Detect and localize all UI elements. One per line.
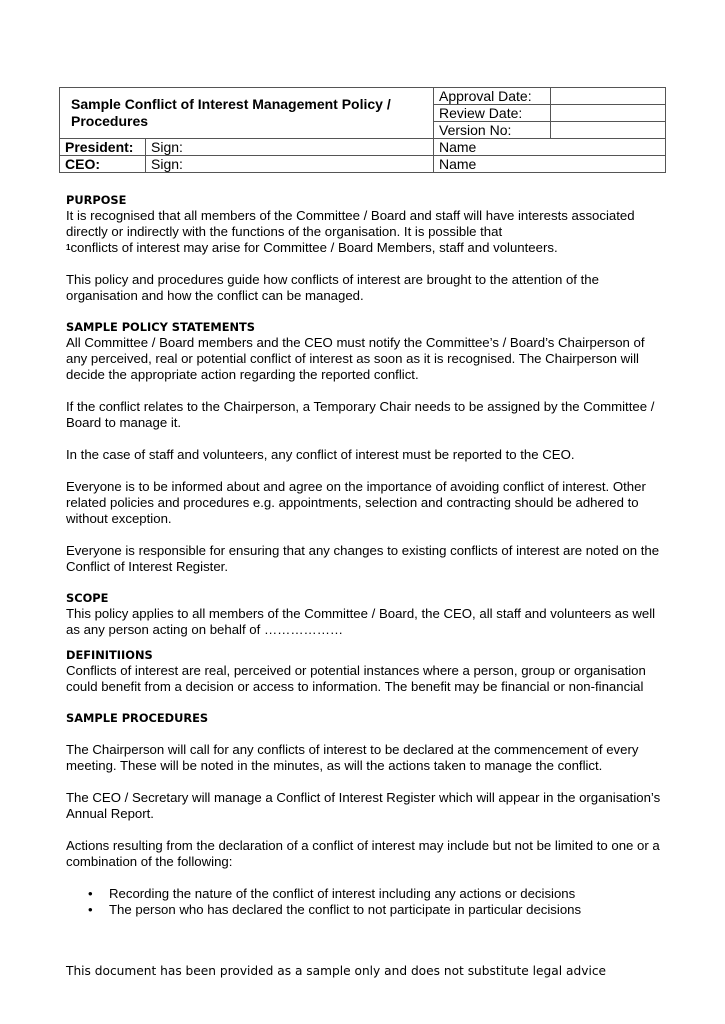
version-no-value	[551, 122, 666, 139]
review-date-label: Review Date:	[434, 105, 551, 122]
purpose-paragraph-1	[66, 208, 666, 256]
ceo-label: CEO:	[60, 156, 146, 173]
definitions-heading: DEFINITIIONS	[66, 648, 153, 662]
policy-statements-heading: SAMPLE POLICY STATEMENTS	[66, 320, 256, 334]
definitions-paragraph: Conflicts of interest are real, perceived or potential instances where a person, group or organisation could benefit from a decision or access to information. The benefit may be financial or non-financial	[66, 663, 646, 694]
scope-section	[66, 591, 666, 638]
legal-disclaimer-footer: This document has been provided as a sample only and does not substitute legal advice	[66, 964, 607, 978]
policy-paragraph-3: In the case of staff and volunteers, any conflict of interest must be reported to the CEO.	[66, 447, 575, 462]
procedures-section	[66, 711, 666, 918]
list-item: • The person who has declared the conflict to not participate in particular decisions	[109, 902, 666, 918]
policy-paragraph-2: If the conflict relates to the Chairperson, a Temporary Chair needs to be assigned by the Committee / Board to manage it.	[66, 399, 655, 430]
scope-paragraph: This policy applies to all members of the Committee / Board, the CEO, all staff and volunteers as well as any person acting on behalf of ………………	[66, 606, 656, 637]
version-no-label: Version No:	[434, 122, 551, 139]
scope-heading: SCOPE	[66, 591, 109, 605]
approval-date-label: Approval Date:	[434, 88, 551, 105]
president-name-label: Name	[434, 139, 666, 156]
policy-statements-section	[66, 320, 666, 575]
procedures-bullet-list	[66, 886, 666, 918]
policy-paragraph-1: All Committee / Board members and the CEO must notify the Committee’s / Board’s Chairperson of any perceived, real or potential conflict of interest as soon as it is recognised. The Chairperson will decide the appropriate action regarding the reported conflict.	[66, 335, 645, 382]
purpose-text: It is recognised that all members of the Committee / Board and staff will have interests associated directly or indirectly with the functions of the organisation. It is possible that	[66, 208, 635, 239]
policy-paragraph-4: Everyone is to be informed about and agree on the importance of avoiding conflict of interest. Other related policies and procedures e.g. appointments, selection and contracting should be adhered to without exception.	[66, 479, 646, 526]
procedures-heading: SAMPLE PROCEDURES	[66, 711, 209, 725]
procedures-paragraph-2: The CEO / Secretary will manage a Conflict of Interest Register which will appear in the organisation’s Annual Report.	[66, 790, 661, 821]
document-body	[66, 193, 666, 918]
list-item: • Recording the nature of the conflict of interest including any actions or decisions	[109, 886, 666, 902]
purpose-text-continued: conflicts of interest may arise for Committee / Board Members, staff and volunteers.	[70, 240, 558, 255]
ceo-name-label: Name	[434, 156, 666, 173]
purpose-section	[66, 193, 666, 304]
review-date-value	[551, 105, 666, 122]
ceo-sign-label: Sign:	[146, 156, 434, 173]
purpose-paragraph-2: This policy and procedures guide how conflicts of interest are brought to the attention of the organisation and how the conflict can be managed.	[66, 272, 599, 303]
procedures-paragraph-1: The Chairperson will call for any conflicts of interest to be declared at the commencement of every meeting. These will be noted in the minutes, as will the actions taken to manage the conflict.	[66, 742, 639, 773]
purpose-heading: PURPOSE	[66, 193, 127, 207]
definitions-section	[66, 648, 666, 695]
president-sign-label: Sign:	[146, 139, 434, 156]
procedures-paragraph-3: Actions resulting from the declaration of a conflict of interest may include but not be limited to one or a combination of the following:	[66, 838, 660, 869]
president-label: President:	[60, 139, 146, 156]
header-table	[59, 87, 666, 173]
policy-paragraph-5: Everyone is responsible for ensuring that any changes to existing conflicts of interest are noted on the Conflict of Interest Register.	[66, 543, 660, 574]
document-title: Sample Conflict of Interest Management Policy / Procedures	[60, 88, 434, 139]
approval-date-value	[551, 88, 666, 105]
footnote-marker: 1	[66, 243, 71, 252]
